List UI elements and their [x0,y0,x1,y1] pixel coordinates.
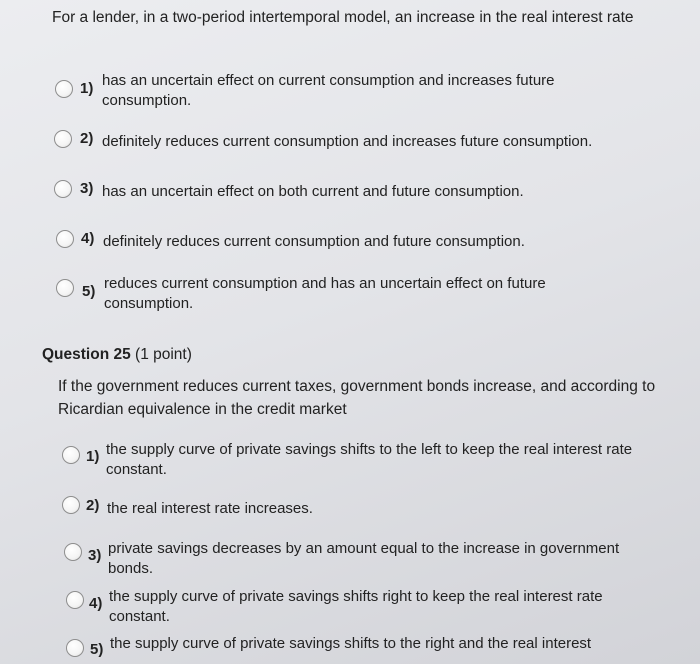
q24-option-1-radio[interactable] [55,80,73,98]
q24-option-4-text[interactable]: definitely reduces current consumption and future consumption. [103,233,525,250]
q25-option-4-number: 4) [89,595,103,612]
q24-option-2-text[interactable]: definitely reduces current consumption and increases future consumption. [102,133,593,150]
q25-option-2-radio[interactable] [62,496,80,514]
q24-option-1-text[interactable]: has an uncertain effect on current consumption and increases future consumption. [102,72,555,109]
q25-option-5-text[interactable]: the supply curve of private savings shifts to the right and the real interest [110,635,592,652]
q25-option-2-text[interactable]: the real interest rate increases. [107,500,313,517]
q25-option-5-radio[interactable] [66,639,84,657]
q25-option-1-number: 1) [86,448,100,465]
q25-option-3-text[interactable]: private savings decreases by an amount equal to the increase in government bonds. [108,540,620,577]
question-25-points: (1 point) [135,346,192,363]
question-25-prompt: If the government reduces current taxes, government bonds increase, and according to Ricardian equivalence in the credit market [58,378,656,418]
q24-option-2-radio[interactable] [54,130,72,148]
question-24-prompt: For a lender, in a two-period intertemporal model, an increase in the real interest rate [52,9,634,26]
q25-option-2-number: 2) [86,497,100,514]
q25-option-1-text[interactable]: the supply curve of private savings shifts to the left to keep the real interest rate constant. [106,441,633,478]
q25-option-3-radio[interactable] [64,543,82,561]
q24-option-3-number: 3) [80,180,94,197]
q25-option-4-text[interactable]: the supply curve of private savings shifts right to keep the real interest rate constant. [109,588,603,625]
q25-option-4-radio[interactable] [66,591,84,609]
q24-option-3-radio[interactable] [54,180,72,198]
q24-option-2-number: 2) [80,130,94,147]
q24-option-4-number: 4) [81,230,95,247]
q24-option-5-text[interactable]: reduces current consumption and has an uncertain effect on future consumption. [104,275,546,312]
q24-option-1-number: 1) [80,80,94,97]
q24-option-5-radio[interactable] [56,279,74,297]
q24-option-4-radio[interactable] [56,230,74,248]
q25-option-3-number: 3) [88,547,102,564]
question-25-header [42,346,192,364]
q24-option-3-text[interactable]: has an uncertain effect on both current and future consumption. [102,183,524,200]
q25-option-5-number: 5) [90,641,104,658]
question-25-title: Question 25 [42,346,131,363]
q24-option-5-number: 5) [82,283,96,300]
q25-option-1-radio[interactable] [62,446,80,464]
